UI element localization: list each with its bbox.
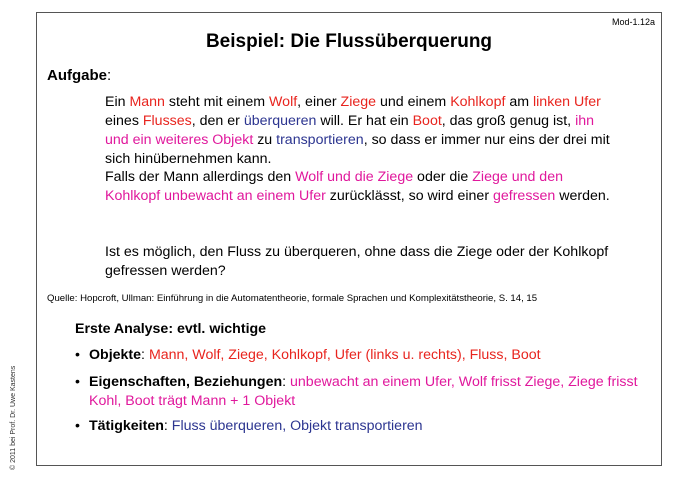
bullet-separator: : bbox=[163, 418, 172, 434]
copyright-notice: © 2011 bei Prof. Dr. Uwe Kastens bbox=[10, 365, 17, 470]
term-ueberqueren: überqueren bbox=[243, 113, 317, 129]
bullet-label: Eigenschaften, Beziehungen bbox=[89, 374, 283, 390]
task-heading-colon: : bbox=[107, 67, 112, 84]
text-segment: und einem bbox=[376, 94, 451, 110]
term-boot: Boot bbox=[412, 113, 442, 129]
term-linken: linken bbox=[533, 94, 571, 110]
task-heading-label: Aufgabe bbox=[47, 67, 107, 84]
text-segment: am bbox=[505, 94, 533, 110]
source-citation: Quelle: Hopcroft, Ullman: Einführung in die Automatentheorie, formale Sprachen und Komplexitätstheorie, S. 14, 15 bbox=[47, 293, 538, 304]
text-segment: zu bbox=[253, 132, 277, 148]
bullet-separator: : bbox=[282, 374, 291, 390]
bullet-value: Mann, Wolf, Ziege, Kohlkopf, Ufer (links u. rechts), Fluss, Boot bbox=[148, 347, 541, 363]
term-kohlkopf: Kohlkopf bbox=[450, 94, 506, 110]
task-paragraph-2 bbox=[105, 168, 615, 206]
bullet-dot: • bbox=[75, 347, 80, 363]
term-ziege-und-kohlkopf: Ziege und den Kohlkopf unbewacht an einem Ufer bbox=[105, 169, 563, 204]
term-ihn-und-objekt: ihn und ein weiteres Objekt bbox=[105, 113, 594, 148]
text-segment: , so dass er immer nur eins der drei mit sich hinübernehmen kann. bbox=[105, 132, 610, 167]
task-paragraph-1 bbox=[105, 93, 615, 169]
page-title: Beispiel: Die Flussüberquerung bbox=[205, 31, 493, 52]
term-ziege: Ziege bbox=[340, 94, 377, 110]
text-segment: Falls der Mann allerdings den bbox=[105, 169, 296, 185]
term-flusses: Flusses bbox=[142, 113, 192, 129]
text-segment: , den er bbox=[191, 113, 244, 129]
bullet-dot: • bbox=[75, 374, 80, 390]
term-wolf-und-ziege: Wolf und die Ziege bbox=[295, 169, 414, 185]
term-ufer: Ufer bbox=[574, 94, 601, 110]
bullet-value: unbewacht an einem Ufer, Wolf frisst Ziege, Ziege frisst Kohl, Boot trägt Mann + 1 Objekt bbox=[89, 374, 638, 409]
bullet-taetigkeiten bbox=[75, 417, 655, 436]
text-segment: will. Er hat ein bbox=[316, 113, 413, 129]
task-heading bbox=[47, 67, 111, 84]
bullet-label: Objekte bbox=[89, 347, 142, 363]
text-segment: , einer bbox=[297, 94, 341, 110]
bullet-value: Fluss überqueren, Objekt transportieren bbox=[171, 418, 423, 434]
task-paragraph-3: Ist es möglich, den Fluss zu überqueren, ohne dass die Ziege oder der Kohlkopf gefressen werden? bbox=[105, 244, 609, 279]
text-segment: steht mit einem bbox=[164, 94, 270, 110]
slide-frame bbox=[36, 12, 662, 466]
text-segment: , das groß genug ist, bbox=[441, 113, 576, 129]
slide-id: Mod-1.12a bbox=[611, 17, 655, 27]
term-gefressen: gefressen bbox=[492, 188, 556, 204]
text-segment: Ein bbox=[105, 94, 130, 110]
bullet-dot: • bbox=[75, 418, 80, 434]
bullet-objekte bbox=[75, 346, 655, 365]
term-transportieren: transportieren bbox=[276, 132, 364, 148]
text-segment: zurücklässt, so wird einer bbox=[325, 188, 493, 204]
analysis-heading: Erste Analyse: evtl. wichtige bbox=[75, 321, 267, 337]
bullet-eigenschaften bbox=[75, 373, 655, 411]
term-wolf: Wolf bbox=[269, 94, 298, 110]
text-segment: eines bbox=[105, 113, 143, 129]
text-segment: oder die bbox=[413, 169, 473, 185]
bullet-separator: : bbox=[141, 347, 149, 363]
text-segment: werden. bbox=[555, 188, 610, 204]
bullet-label: Tätigkeiten bbox=[89, 418, 164, 434]
term-mann: Mann bbox=[129, 94, 165, 110]
